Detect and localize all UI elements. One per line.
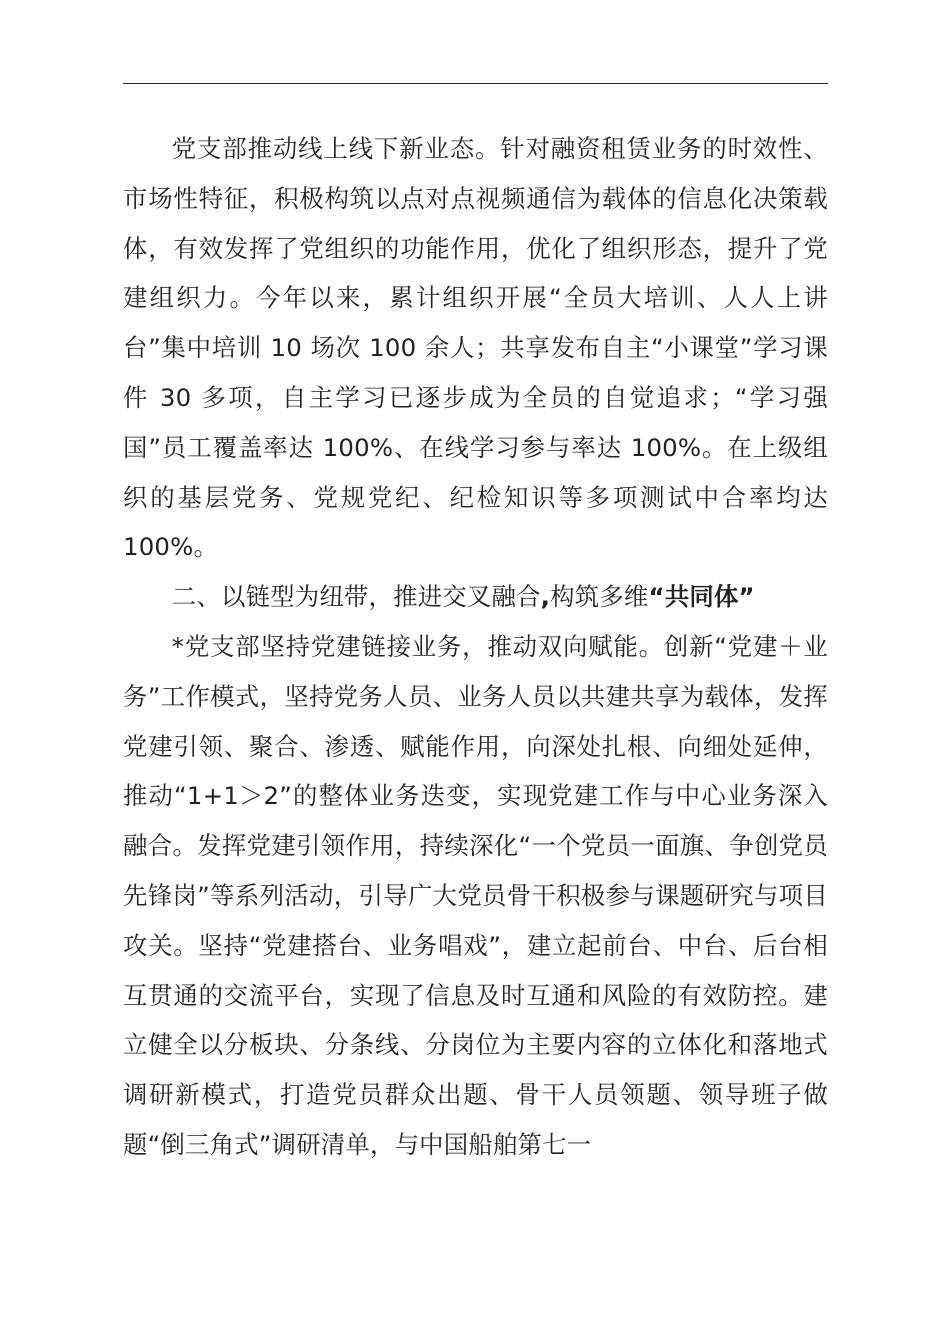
section-heading-part1: 二、以链型为纽带，推进交叉融合 xyxy=(171,582,541,612)
section-heading-quoted: “共同体” xyxy=(648,582,755,612)
paragraph-online-offline: 党支部推动线上线下新业态。针对融资租赁业务的时效性、市场性特征，积极构筑以点对点视频通信为载体的信息化决策载体，有效发挥了党组织的功能作用，优化了组织形态，提升了党建组织力。今年以来，累计组织开展“全员大培训、人人上讲台”集中培训 10 场次 100 余人；共享发布自主“小课堂”学习课件 30 多项，自主学习已逐步成为全员的自觉追求；“学习强国”员工覆盖率达 100%、在线学习参与率达 100%。在上级组织的基层党务、党规党纪、纪检知识等多项测试中合率均达 100%。 xyxy=(123,134,828,562)
section-heading xyxy=(123,572,828,622)
section-heading-part2: 构筑多维 xyxy=(550,582,649,612)
header-rule xyxy=(123,83,828,84)
paragraph-party-business: *党支部坚持党建链接业务，推动双向赋能。创新“党建＋业务”工作模式，坚持党务人员、业务人员以共建共享为载体，发挥党建引领、聚合、渗透、赋能作用，向深处扎根、向细处延伸，推动“1+1＞2”的整体业务迭变，实现党建工作与中心业务深入融合。发挥党建引领作用，持续深化“一个党员一面旗、争创党员先锋岗”等系列活动，引导广大党员骨干积极参与课题研究与项目攻关。坚持“党建搭台、业务唱戏”，建立起前台、中台、后台相互贯通的交流平台，实现了信息及时互通和风险的有效防控。建立健全以分板块、分条线、分岗位为主要内容的立体化和落地式调研新模式，打造党员群众出题、骨干人员领题、领导班子做题“倒三角式”调研清单，与中国船舶第七一 xyxy=(123,631,828,1159)
document-body xyxy=(123,124,828,1170)
section-heading-comma: , xyxy=(540,582,551,612)
